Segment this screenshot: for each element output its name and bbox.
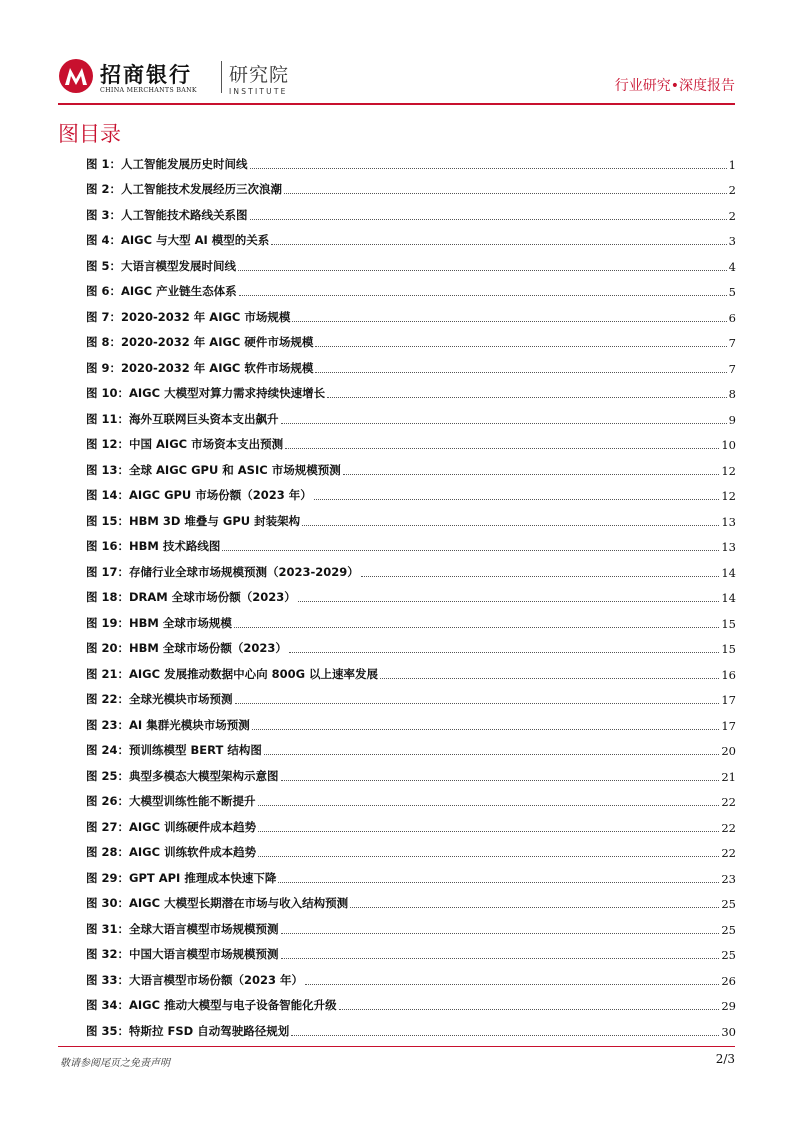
- toc-entry-label[interactable]: 图 15：HBM 3D 堆叠与 GPU 封装架构: [86, 513, 301, 528]
- toc-entry-page[interactable]: 9: [728, 412, 736, 427]
- header-rule: [58, 103, 735, 105]
- institute-name-en: INSTITUTE: [229, 87, 288, 96]
- toc-dot-leader: [238, 270, 727, 271]
- toc-entry[interactable]: [86, 507, 736, 533]
- toc-entry-page[interactable]: 10: [721, 438, 736, 452]
- toc-dot-leader: [250, 219, 727, 220]
- figure-list: [86, 150, 736, 1043]
- toc-dot-leader: [350, 907, 719, 908]
- toc-entry[interactable]: [86, 227, 736, 253]
- toc-dot-leader: [315, 346, 726, 347]
- toc-entry-page[interactable]: 17: [721, 718, 736, 733]
- toc-dot-leader: [315, 372, 726, 373]
- toc-entry-page[interactable]: 22: [721, 846, 736, 860]
- toc-entry[interactable]: [86, 456, 736, 482]
- toc-entry-label[interactable]: 图 2：人工智能技术发展经历三次浪潮: [86, 182, 283, 196]
- toc-entry[interactable]: [86, 354, 736, 380]
- report-type: 行业研究•深度报告: [614, 78, 735, 94]
- toc-entry-label[interactable]: 图 13：全球 AIGC GPU 和 ASIC 市场规模预测: [86, 462, 341, 477]
- toc-dot-leader: [314, 499, 720, 500]
- toc-entry-label[interactable]: 图 18：DRAM 全球市场份额（2023）: [86, 590, 296, 604]
- toc-entry[interactable]: [86, 966, 736, 992]
- toc-dot-leader: [235, 703, 720, 704]
- toc-entry-label[interactable]: 图 35：特斯拉 FSD 自动驾驶路径规划: [86, 1023, 290, 1038]
- toc-entry-page[interactable]: 29: [721, 999, 736, 1013]
- toc-entry-page[interactable]: 22: [721, 795, 736, 809]
- toc-dot-leader: [298, 601, 720, 602]
- footer-rule: [58, 1046, 735, 1047]
- toc-dot-leader: [264, 754, 720, 755]
- toc-dot-leader: [289, 652, 720, 653]
- toc-entry[interactable]: [86, 150, 736, 176]
- toc-entry[interactable]: [86, 788, 736, 814]
- toc-entry[interactable]: [86, 1017, 736, 1043]
- toc-dot-leader: [258, 831, 719, 832]
- toc-entry[interactable]: [86, 711, 736, 737]
- toc-entry[interactable]: [86, 737, 736, 763]
- toc-entry[interactable]: [86, 431, 736, 457]
- toc-entry[interactable]: [86, 533, 736, 559]
- toc-entry-page[interactable]: 25: [721, 897, 736, 911]
- toc-entry-page[interactable]: 7: [728, 361, 736, 376]
- toc-entry[interactable]: [86, 762, 736, 788]
- toc-entry-label[interactable]: 图 12：中国 AIGC 市场资本支出预测: [86, 437, 284, 451]
- toc-entry-page[interactable]: 2: [728, 208, 736, 223]
- toc-dot-leader: [258, 805, 720, 806]
- toc-dot-leader: [234, 627, 720, 628]
- toc-dot-leader: [380, 678, 719, 679]
- toc-dot-leader: [239, 295, 727, 296]
- toc-entry[interactable]: [86, 303, 736, 329]
- toc-entry-label[interactable]: 图 29：GPT API 推理成本快速下降: [86, 870, 277, 885]
- toc-entry-page[interactable]: 1: [728, 157, 736, 172]
- toc-entry-page[interactable]: 16: [721, 667, 736, 682]
- toc-entry-page[interactable]: 25: [721, 922, 736, 937]
- toc-dot-leader: [305, 984, 719, 985]
- toc-dot-leader: [339, 1009, 720, 1010]
- toc-entry-label[interactable]: 图 14：AIGC GPU 市场份额（2023 年）: [86, 488, 312, 502]
- toc-entry-page[interactable]: 13: [721, 540, 736, 554]
- toc-entry-page[interactable]: 12: [721, 489, 736, 503]
- toc-entry[interactable]: [86, 660, 736, 686]
- toc-entry-page[interactable]: 15: [721, 642, 736, 656]
- toc-entry[interactable]: [86, 686, 736, 712]
- toc-dot-leader: [327, 397, 727, 398]
- toc-entry-label[interactable]: 图 23：AI 集群光模块市场预测: [86, 717, 250, 732]
- toc-entry-label[interactable]: 图 25：典型多模态大模型架构示意图: [86, 768, 279, 783]
- toc-entry-label[interactable]: 图 20：HBM 全球市场份额（2023）: [86, 641, 287, 655]
- toc-entry-page[interactable]: 2: [728, 183, 736, 197]
- toc-dot-leader: [302, 525, 719, 526]
- toc-entry-page[interactable]: 17: [721, 693, 736, 707]
- toc-entry-page[interactable]: 20: [721, 744, 736, 758]
- toc-entry-page[interactable]: 5: [728, 285, 736, 299]
- logo-divider: [221, 61, 222, 93]
- toc-dot-leader: [258, 856, 719, 857]
- toc-entry-page[interactable]: 21: [721, 769, 736, 784]
- toc-entry[interactable]: [86, 890, 736, 916]
- section-title: 图目录: [58, 122, 121, 146]
- toc-entry-page[interactable]: 26: [721, 973, 736, 988]
- page-number: 2/3: [715, 1052, 735, 1066]
- toc-dot-leader: [271, 244, 726, 245]
- toc-entry-label[interactable]: 图 16：HBM 技术路线图: [86, 539, 221, 553]
- toc-dot-leader: [291, 1035, 719, 1036]
- toc-dot-leader: [281, 933, 720, 934]
- toc-entry-label[interactable]: 图 17：存储行业全球市场规模预测（2023-2029）: [86, 564, 359, 579]
- toc-dot-leader: [252, 729, 720, 730]
- toc-dot-leader: [285, 448, 719, 449]
- toc-entry-label[interactable]: 图 21：AIGC 发展推动数据中心向 800G 以上速率发展: [86, 666, 379, 681]
- toc-entry-page[interactable]: 23: [721, 871, 736, 886]
- toc-entry-label[interactable]: 图 34：AIGC 推动大模型与电子设备智能化升级: [86, 998, 337, 1012]
- toc-entry-page[interactable]: 4: [728, 259, 736, 274]
- toc-entry-page[interactable]: 6: [728, 310, 736, 325]
- toc-dot-leader: [361, 576, 720, 577]
- bank-name-en: CHINA MERCHANTS BANK: [100, 87, 197, 94]
- toc-entry-label[interactable]: 图 30：AIGC 大模型长期潜在市场与收入结构预测: [86, 896, 349, 910]
- toc-entry-page[interactable]: 30: [721, 1024, 736, 1039]
- toc-entry-page[interactable]: 25: [721, 948, 736, 962]
- toc-entry-page[interactable]: 7: [728, 336, 736, 350]
- toc-entry-label[interactable]: 图 22：全球光模块市场预测: [86, 692, 233, 706]
- toc-dot-leader: [222, 550, 719, 551]
- toc-entry[interactable]: [86, 915, 736, 941]
- toc-entry-label[interactable]: 图 5：大语言模型发展时间线: [86, 258, 237, 273]
- toc-entry-label[interactable]: 图 9：2020-2032 年 AIGC 软件市场规模: [86, 360, 314, 375]
- toc-entry-label[interactable]: 图 8：2020-2032 年 AIGC 硬件市场规模: [86, 335, 314, 349]
- toc-dot-leader: [250, 168, 727, 169]
- toc-entry-label[interactable]: 图 32：中国大语言模型市场规模预测: [86, 947, 279, 961]
- toc-entry-label[interactable]: 图 1：人工智能发展历史时间线: [86, 156, 248, 171]
- toc-entry-page[interactable]: 12: [721, 463, 736, 478]
- toc-entry[interactable]: [86, 864, 736, 890]
- toc-entry[interactable]: [86, 405, 736, 431]
- toc-entry-page[interactable]: 13: [721, 514, 736, 529]
- toc-entry[interactable]: [86, 176, 736, 202]
- toc-entry-page[interactable]: 15: [721, 616, 736, 631]
- toc-entry-label[interactable]: 图 7：2020-2032 年 AIGC 市场规模: [86, 309, 291, 324]
- toc-entry-label[interactable]: 图 10：AIGC 大模型对算力需求持续快速增长: [86, 386, 326, 400]
- toc-dot-leader: [343, 474, 720, 475]
- toc-entry-page[interactable]: 14: [721, 565, 736, 580]
- toc-dot-leader: [292, 321, 726, 322]
- page-header: [58, 58, 735, 102]
- toc-entry[interactable]: [86, 252, 736, 278]
- cmb-logo-icon: [58, 58, 94, 94]
- toc-entry-label[interactable]: 图 6：AIGC 产业链生态体系: [86, 284, 237, 298]
- toc-entry[interactable]: [86, 635, 736, 661]
- toc-entry-label[interactable]: 图 24：预训练模型 BERT 结构图: [86, 743, 262, 757]
- toc-entry-page[interactable]: 3: [728, 234, 736, 248]
- footer-disclaimer: 敬请参阅尾页之免责声明: [60, 1058, 170, 1069]
- toc-entry-label[interactable]: 图 28：AIGC 训练软件成本趋势: [86, 845, 257, 859]
- toc-entry[interactable]: [86, 609, 736, 635]
- toc-entry-label[interactable]: 图 11：海外互联网巨头资本支出飙升: [86, 411, 279, 426]
- toc-entry[interactable]: [86, 278, 736, 304]
- toc-dot-leader: [278, 882, 719, 883]
- toc-entry-label[interactable]: 图 31：全球大语言模型市场规模预测: [86, 921, 279, 936]
- toc-entry-label[interactable]: 图 19：HBM 全球市场规模: [86, 615, 232, 630]
- toc-dot-leader: [281, 958, 720, 959]
- toc-dot-leader: [281, 423, 727, 424]
- toc-dot-leader: [284, 193, 727, 194]
- toc-entry[interactable]: [86, 329, 736, 355]
- toc-entry-label[interactable]: 图 27：AIGC 训练硬件成本趋势: [86, 819, 257, 834]
- toc-entry[interactable]: [86, 813, 736, 839]
- toc-entry-label[interactable]: 图 26：大模型训练性能不断提升: [86, 794, 256, 808]
- toc-entry-label[interactable]: 图 4：AIGC 与大型 AI 模型的关系: [86, 233, 270, 247]
- toc-entry[interactable]: [86, 839, 736, 865]
- toc-entry-page[interactable]: 22: [721, 820, 736, 835]
- toc-entry-label[interactable]: 图 3：人工智能技术路线关系图: [86, 207, 248, 222]
- toc-entry[interactable]: [86, 941, 736, 967]
- toc-entry[interactable]: [86, 380, 736, 406]
- toc-entry[interactable]: [86, 992, 736, 1018]
- toc-entry-label[interactable]: 图 33：大语言模型市场份额（2023 年）: [86, 972, 304, 987]
- toc-entry[interactable]: [86, 482, 736, 508]
- bank-name-cn: 招商银行: [100, 62, 192, 87]
- toc-entry[interactable]: [86, 584, 736, 610]
- institute-name-cn: 研究院: [229, 64, 290, 86]
- toc-entry-page[interactable]: 8: [728, 387, 736, 401]
- toc-entry[interactable]: [86, 201, 736, 227]
- toc-entry[interactable]: [86, 558, 736, 584]
- toc-dot-leader: [281, 780, 720, 781]
- toc-entry-page[interactable]: 14: [721, 591, 736, 605]
